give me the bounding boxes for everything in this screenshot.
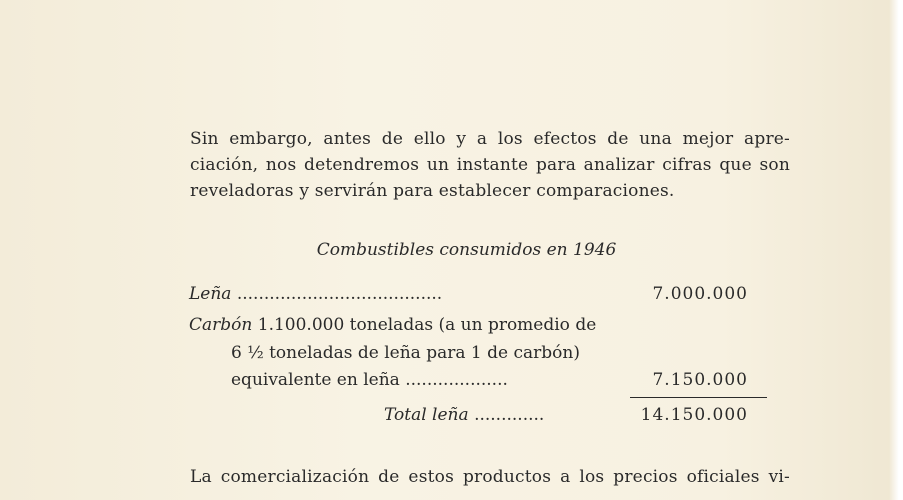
- lena-value: 7.000.000: [652, 284, 748, 304]
- page-edge: [889, 0, 903, 500]
- carbon-line-1-text: 1.100.000 toneladas (a un promedio de: [257, 315, 597, 335]
- lena-leader: ......................................: [236, 284, 443, 304]
- total-leader: .............: [474, 405, 545, 425]
- intro-line-3: reveladoras y servirán para establecer comparaciones.: [190, 181, 675, 201]
- carbon-value: 7.150.000: [652, 370, 748, 390]
- carbon-line-3-text: equivalente en leña: [231, 370, 400, 390]
- carbon-leader: ...................: [405, 370, 508, 390]
- total-label: Total leña: [384, 405, 469, 425]
- table-caption: Combustibles consumidos en 1946: [316, 240, 617, 260]
- carbon-label: Carbón: [189, 315, 253, 335]
- closing-paragraph: [190, 464, 790, 490]
- total-value: 14.150.000: [640, 405, 748, 425]
- intro-line-1: Sin embargo, antes de ello y a los efectos de una mejor apre-: [190, 129, 790, 149]
- lena-label: Leña: [189, 284, 232, 304]
- intro-paragraph: [190, 126, 790, 204]
- intro-line-2: ciación, nos detendremos un instante para analizar cifras que son: [190, 155, 790, 175]
- carbon-line-2-text: 6 ½ toneladas de leña para 1 de carbón): [231, 343, 580, 363]
- table-row-carbon-line-2: [231, 340, 580, 366]
- total-rule: [630, 397, 767, 398]
- table-row-carbon-line-1: [189, 312, 596, 338]
- closing-line-1: La comercialización de estos productos a los precios oficiales vi-: [190, 467, 790, 487]
